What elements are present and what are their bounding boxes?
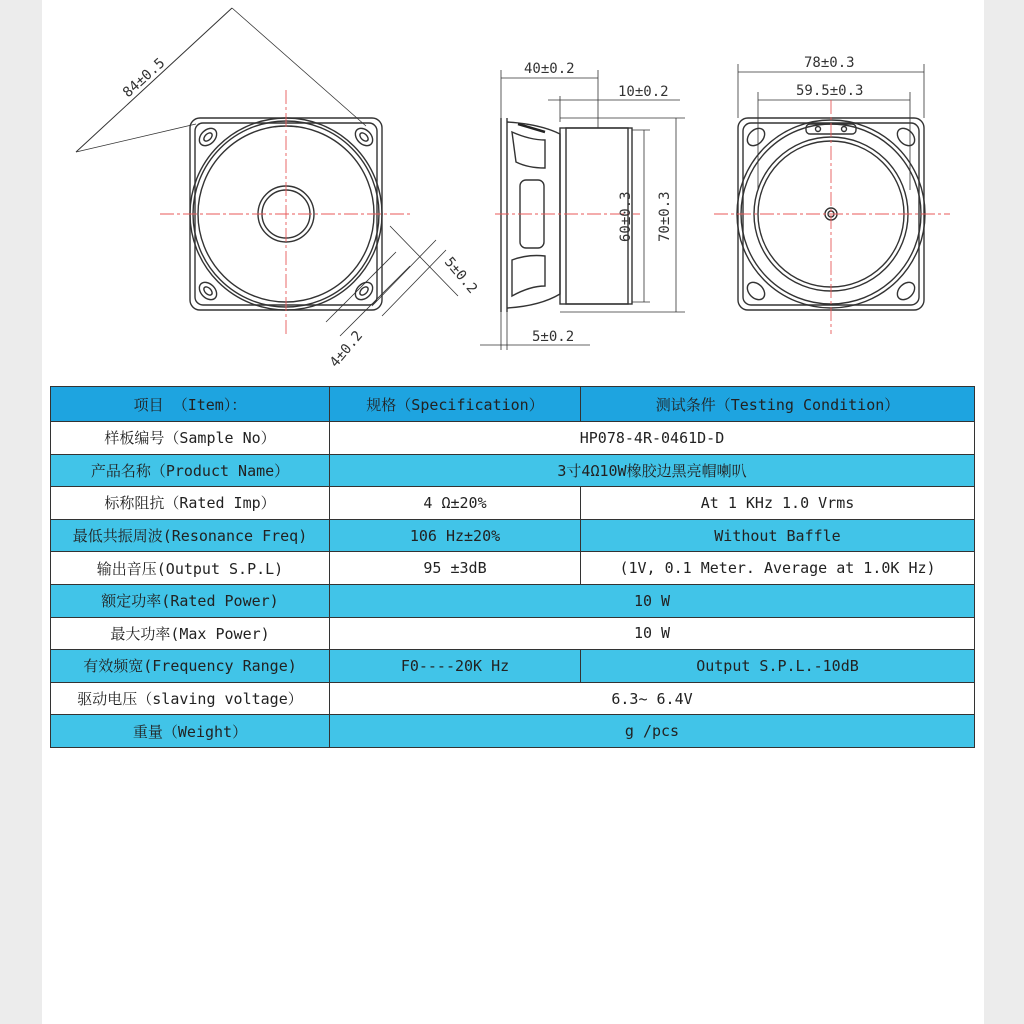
row-spec: 106 Hz±20% bbox=[330, 519, 581, 552]
dim-corner: 4±0.2 bbox=[326, 327, 367, 371]
dim-hole: 5±0.2 bbox=[440, 254, 481, 297]
front-view bbox=[76, 8, 458, 336]
row-condition: At 1 KHz 1.0 Vrms bbox=[581, 487, 975, 520]
table-row bbox=[51, 617, 975, 650]
row-item: 有效频宽(Frequency Range) bbox=[51, 650, 330, 683]
header-spec: 规格（Specification） bbox=[330, 387, 581, 422]
dim-magnet: 59.5±0.3 bbox=[796, 83, 864, 99]
mount-hole-tr bbox=[352, 125, 376, 149]
spec-table bbox=[50, 386, 975, 748]
table-row bbox=[51, 650, 975, 683]
row-spec: F0----20K Hz bbox=[330, 650, 581, 683]
row-item: 驱动电压（slaving voltage） bbox=[51, 682, 330, 715]
row-condition: (1V, 0.1 Meter. Average at 1.0K Hz) bbox=[581, 552, 975, 585]
table-row bbox=[51, 519, 975, 552]
mount-hole-br bbox=[352, 279, 376, 303]
header-item: 项目 （Item）： bbox=[51, 387, 330, 422]
table-row bbox=[51, 422, 975, 455]
dim-width: 78±0.3 bbox=[804, 55, 855, 71]
row-item: 标称阻抗（Rated Imp） bbox=[51, 487, 330, 520]
row-spec: 95 ±3dB bbox=[330, 552, 581, 585]
row-item: 样板编号（Sample No） bbox=[51, 422, 330, 455]
table-row bbox=[51, 552, 975, 585]
row-item: 产品名称（Product Name） bbox=[51, 454, 330, 487]
row-spec: HP078-4R-0461D-D bbox=[330, 422, 975, 455]
dim-rim: 10±0.2 bbox=[618, 84, 669, 100]
table-row bbox=[51, 682, 975, 715]
header-condition: 测试条件（Testing Condition） bbox=[581, 387, 975, 422]
row-item: 最低共振周波(Resonance Freq) bbox=[51, 519, 330, 552]
row-spec: 6.3~ 6.4V bbox=[330, 682, 975, 715]
table-row bbox=[51, 715, 975, 748]
row-item: 最大功率(Max Power) bbox=[51, 617, 330, 650]
row-condition: Output S.P.L.-10dB bbox=[581, 650, 975, 683]
row-spec: g /pcs bbox=[330, 715, 975, 748]
row-condition: Without Baffle bbox=[581, 519, 975, 552]
dim-depth: 40±0.2 bbox=[524, 61, 575, 77]
mount-hole-bl bbox=[196, 279, 220, 303]
table-row bbox=[51, 487, 975, 520]
table-row bbox=[51, 454, 975, 487]
table-header-row bbox=[51, 387, 975, 422]
mount-hole-tl bbox=[196, 125, 220, 149]
dim-outer-height: 70±0.3 bbox=[657, 191, 673, 242]
row-spec: 10 W bbox=[330, 584, 975, 617]
row-item: 输出音压(Output S.P.L) bbox=[51, 552, 330, 585]
speaker-technical-drawing bbox=[0, 0, 1024, 380]
dim-inner-height: 60±0.3 bbox=[618, 191, 634, 242]
side-view bbox=[480, 70, 685, 350]
dim-diagonal: 84±0.5 bbox=[119, 55, 169, 101]
row-item: 额定功率(Rated Power) bbox=[51, 584, 330, 617]
row-spec: 3寸4Ω10W橡胶边黑亮帽喇叭 bbox=[330, 454, 975, 487]
row-item: 重量（Weight） bbox=[51, 715, 330, 748]
row-spec: 10 W bbox=[330, 617, 975, 650]
row-spec: 4 Ω±20% bbox=[330, 487, 581, 520]
dim-flange: 5±0.2 bbox=[532, 329, 575, 345]
table-row bbox=[51, 584, 975, 617]
